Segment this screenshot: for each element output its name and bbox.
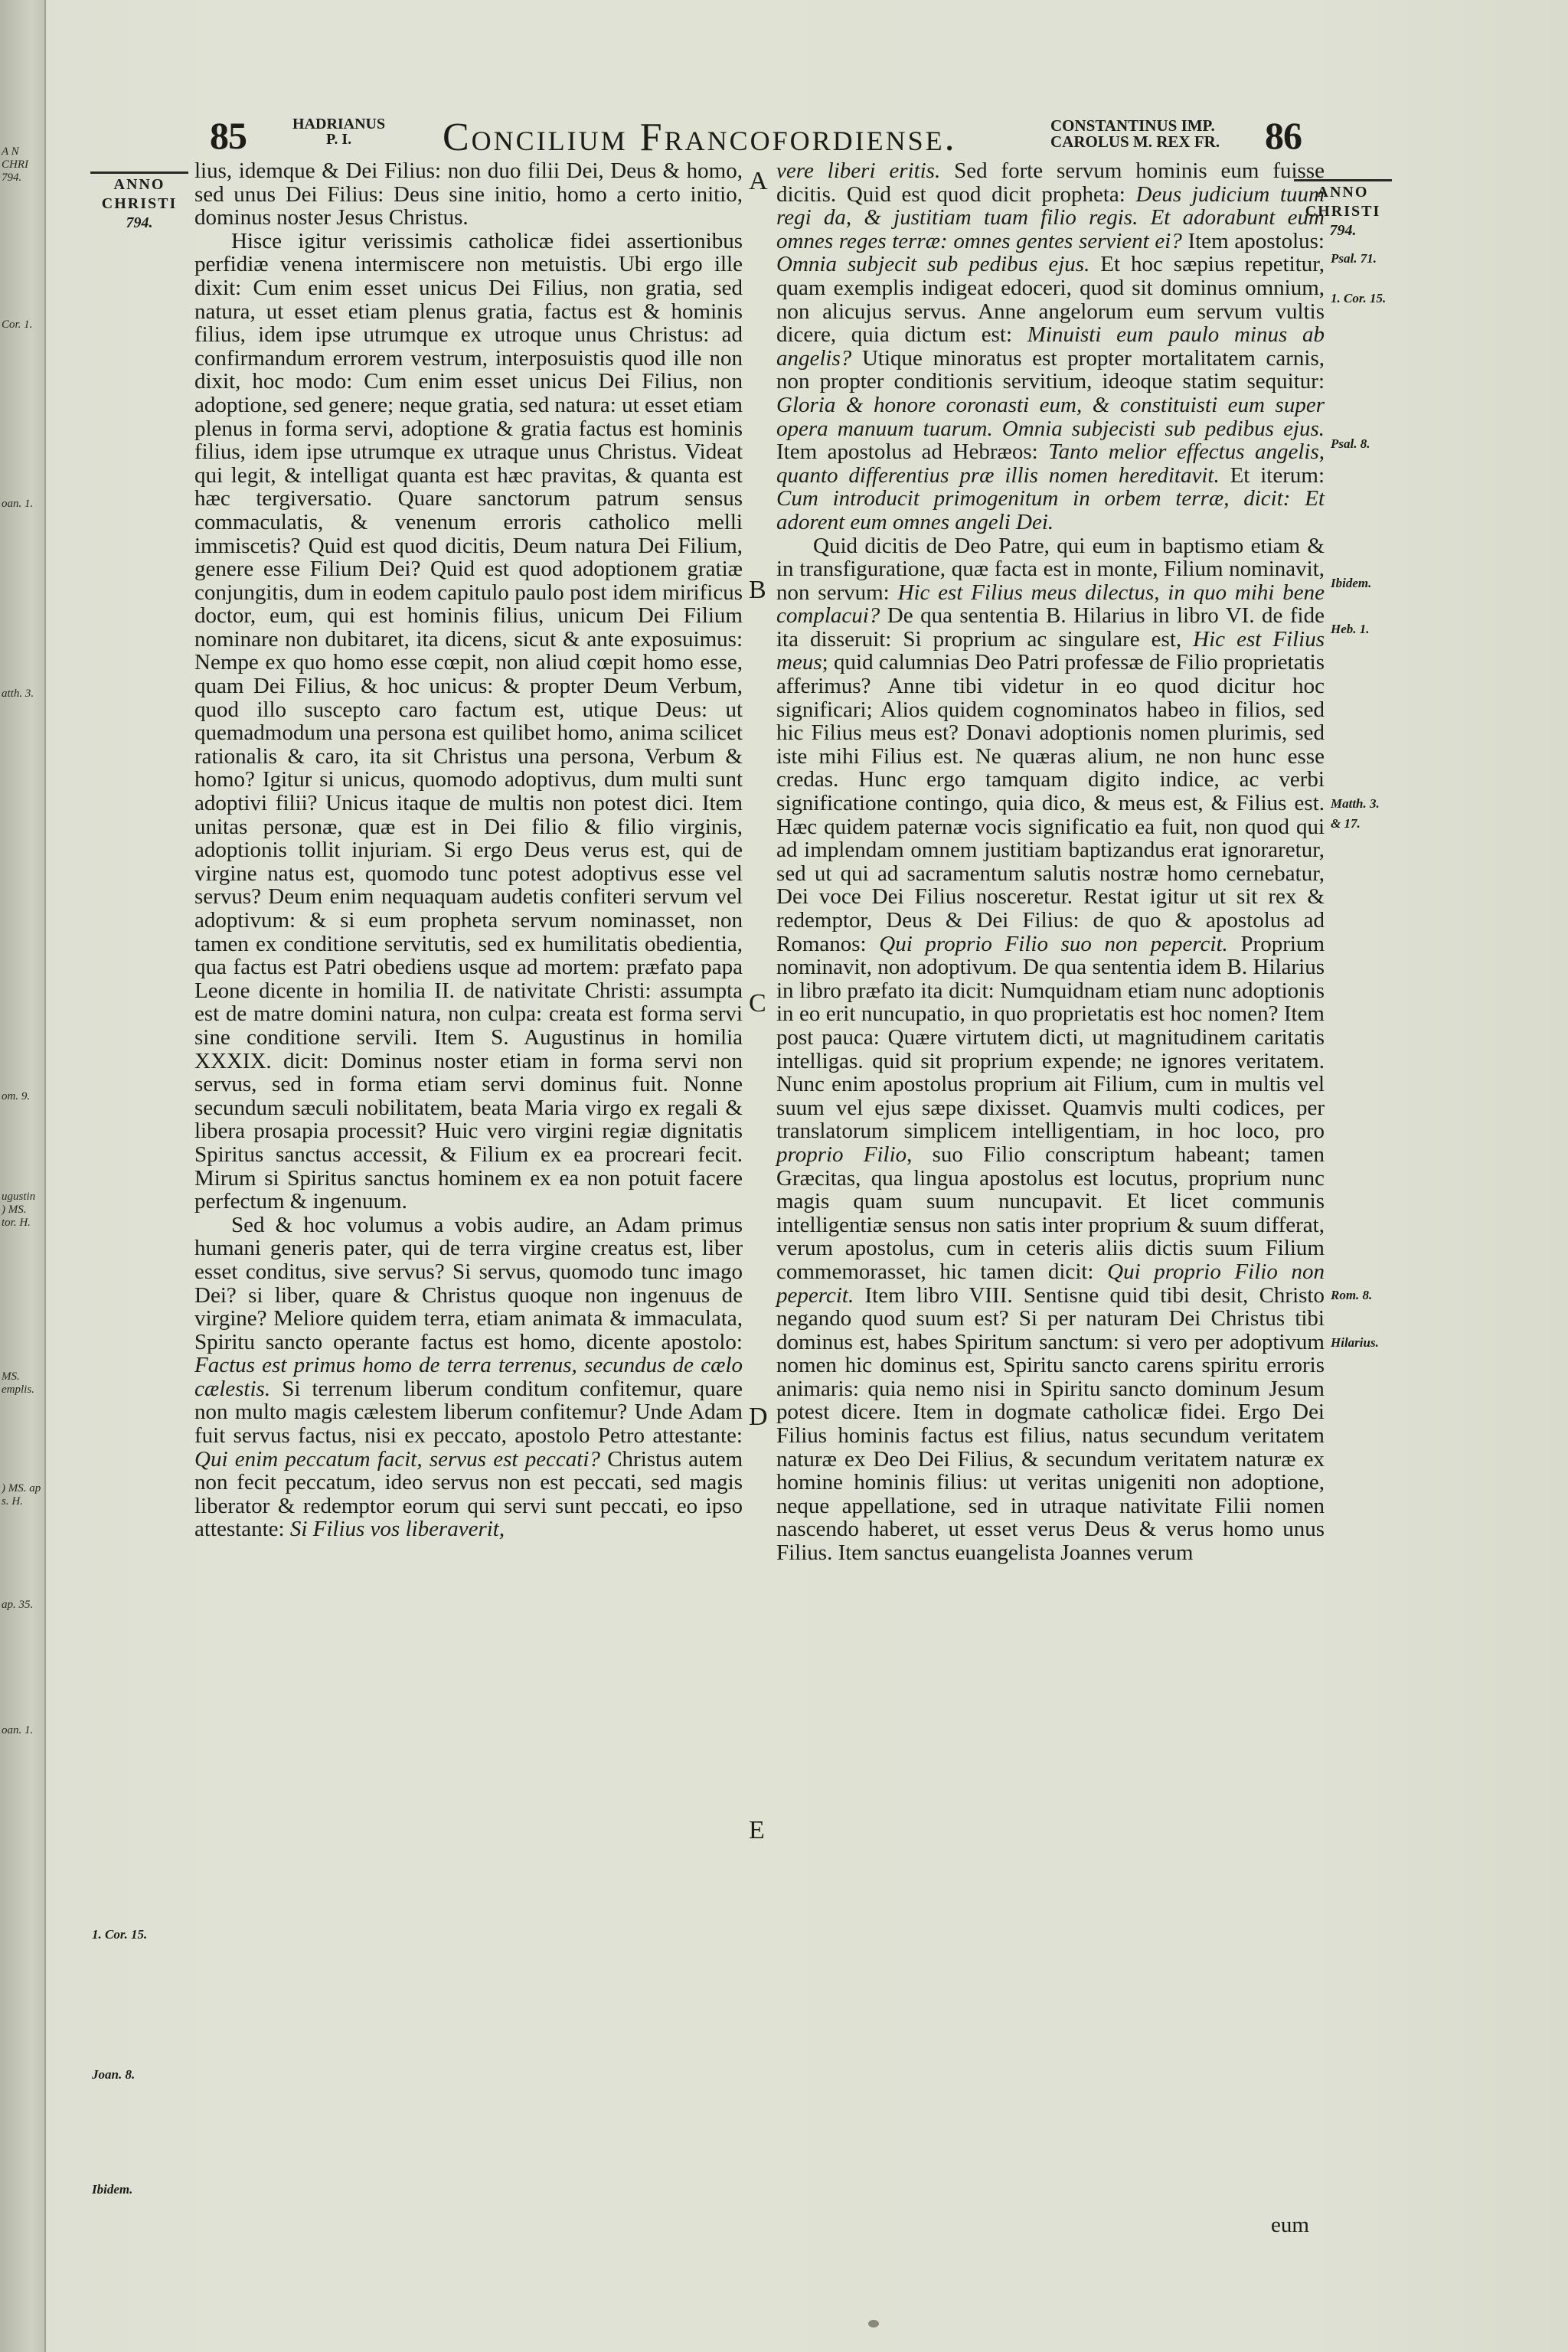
scripture-reference: & 17. [1331,816,1361,831]
section-letter: A [749,167,768,195]
scripture-reference: Hilarius. [1331,1335,1379,1350]
scripture-reference: Matth. 3. [1331,796,1380,811]
right-text-column [776,159,1325,1565]
catchword: eum [1271,2213,1309,2237]
facing-page-note: A N CHRI 794. [2,145,28,184]
scripture-reference: 1. Cor. 15. [92,1927,148,1942]
christi-label: CHRISTI [1305,203,1381,220]
pope-heading: HADRIANUS P. I. [292,116,386,148]
paragraph: lius, idemque & Dei Filius: non duo filii Dei, Deus & homo, sed unus Dei Filius: Deus sine initio, homo a certo initio, dominus noster Jesus Christus. [194,158,743,230]
page-number-left: 85 [210,114,247,157]
anno-year: 794. [1329,222,1357,239]
scripture-reference: Ibidem. [1331,576,1372,590]
paragraph: Sed & hoc volumus a vobis audire, an Adam primus humani generis pater, qui de terra virgine creatus est, liber esset conditus, sive servus? Si servus, quomodo tunc imago Dei? si liber, quare & Christus quoque non ingenuus de virgine? Meliore quidem terra, etiam animata & immaculata, Spiritu sancto operante factus est homo, dicente apostolo: Factus est primus homo de terra terrenus, secundus de cælo cælestis. Si terrenum liberum conditum confitemur, quare non multo magis cælestem liberum confitemur? Unde Adam fuit servus factus, nisi ex peccato, apostolo Petro attestante: Qui enim peccatum facit, servus est peccati? Christus autem non fecit peccatum, ideo servus non est peccati, sed magis liberator & redemptor eorum qui servi sunt peccati, eo ipso attestante: Si Filius vos liberaverit, [194,1212,743,1542]
anno-label: ANNO [113,176,165,193]
scripture-reference: Heb. 1. [1331,622,1370,636]
section-letter: B [749,576,766,604]
paragraph: Hisce igitur verissimis catholicæ fidei assertionibus perfidiæ venena intermiscere non metuistis. Ubi ergo ille dixit: Cum enim esset unicus Dei Filius, non gratia, sed natura, ut esset etiam plenus gratia, factus est & hominis filius, idem ipse utrumque ex utroque unus Christus: ad confirmandum errorem vestrum, interposuistis quod ille non dixit, hoc modo: Cum enim esset unicus Dei Filius, non adoptione, sed genere; neque gratia, sed natura: ut esset etiam plenus in forma servi, adoptione & gratia factus est hominis filius, idem ipse utrumque ex utraque unus Christus. Videat qui legit, & intelligat quanta est hæc pravitas, & quanta est hæc tergiversatio. Quare sanctorum patrum sensus commaculatis, & venenum erroris catholico melli immiscetis? Quid est quod dicitis, Deum natura Dei Filium, genere esse Filium Dei? Quid est quod adoptionem gratiæ conjungitis, dum in eodem capitulo paulo post idem mirificus doctor, eum, qui est hominis filius, unicum Dei Filium nominare non dubitaret, ita dicens, sicut & ante exposuimus: Nempe ex quo homo esse cœpit, non aliud cœpit homo esse, quam Dei Filius, & hoc unicus: & propter Deum Verbum, quod illo suscepto caro factum est, utique Deus: ut quemadmodum una persona est quilibet homo, anima scilicet rationalis & caro, ita sit Christus una persona, Verbum & homo? Igitur si unicus, quomodo adoptivus, dum multi sunt adoptivi filii? Unicus itaque de multis non potest dici. Item unitas personæ, quæ est in Dei filio & filio virginis, adoptionis tollit injuriam. Si ergo Deus verus est, qui de virgine natus est, quomodo tunc potest adoptivus esse vel servus? Deum enim nequaquam audetis confiteri servum vel adoptivum: & si eum propheta servum nominasset, non tamen ex conditione servitutis, sed ex humilitatis obedientia, qua factus est Patri obediens usque ad mortem: præfato papa Leone dicente in homilia II. de nativitate Christi: assumpta est de matre domini natura, non culpa: creata est forma servi sine conditione servili. Item S. Augustinus in homilia XXXIX. dicit: Dominus noster etiam in forma servi non servus, sed in forma etiam servi dominus fuit. Nonne secundum sæculi nobilitatem, beata Maria virgo ex regali & libera prosapia processit? Huic vero virgini regiæ dignitatis Spiritus sanctus accessit, & Filium ex ea procreari fecit. Mirum si Spiritus sanctus hominem ex ea non potuit facere perfectum & ingenuum. [194,228,743,1214]
paragraph: vere liberi eritis. Sed forte servum hominis eum fuisse dicitis. Quid est quod dicit propheta: Deus judicium tuum regi da, & justitiam tuam filio regis. Et adorabunt eum omnes reges terræ: omnes gentes servient ei? Item apostolus: Omnia subjecit sub pedibus ejus. Et hoc sæpius repetitur, quam exemplis indigeat edoceri, quod sit dominus omnium, non alicujus servus. Anne angelorum eum servum vultis dicere, quia dictum est: Minuisti eum paulo minus ab angelis? Utique minoratus est propter mortalitatem carnis, non propter conditionis servitium, ideoque statim sequitur: Gloria & honore coronasti eum, & constituisti eum super opera manuum tuarum. Omnia subjecisti sub pedibus ejus. Item apostolus ad Hebræos: Tanto melior effectus angelis, quanto differentius præ illis nomen hereditavit. Et iterum: Cum introducit primogenitum in orbem terræ, dicit: Et adorent eum omnes angeli Dei. [776,158,1325,534]
scripture-reference: Psal. 71. [1331,251,1377,266]
facing-page-note: ap. 35. [2,1599,34,1611]
page-number-right: 86 [1265,114,1302,157]
facing-page-edge [0,0,46,2352]
paragraph: Quid dicitis de Deo Patre, qui eum in baptismo etiam & in transfiguratione, quæ facta est in monte, Filium nominavit, non servum: Hic est Filius meus dilectus, in quo mihi bene complacui? De qua sententia B. Hilarius in libro VI. de fide ita disseruit: Si proprium ac singulare est, Hic est Filius meus; quid calumnias Deo Patri professæ de Filio proprietatis afferimus? Anne tibi videtur in eo quod dicitur hoc significari; Alios quidem cognominatos habeo in filios, sed hic Filius meus est? Donavi adoptionis nomen plurimis, sed iste mihi Filius est. Ne quæras alium, ne non hunc esse credas. Hunc ergo tamquam digito indice, ac verbi significatione contingo, quia dico, & meus est, & Filius est. Hæc quidem paternæ vocis significatio ea fuit, non quod qui ad implendam omnem justitiam baptizandus erat ignoraretur, sed ut qui ad sacramentum salutis nostræ homo cernebatur, Dei voce Dei Filius nosceretur. Restat igitur ut sit rex & redemptor, Deus & Dei Filius: de quo & apostolus ad Romanos: Qui proprio Filio suo non pepercit. Proprium nominavit, non adoptivum. De qua sententia idem B. Hilarius in libro præfato ita dicit: Numquidnam etiam nunc adoptionis in eo erit nuncupatio, in quo proprietatis est hoc nomen? Item post pauca: Quære virtutem dicti, ut magnitudinem caritatis intelligas. quid sit proprium expende; ne ignores veritatem. Nunc enim apostolus proprium ait Filium, cum in multis vel suum vel ejus sæpe dixisset. Quamvis multi codices, per translatorum simplicem intelligentiam, in hoc loco, pro proprio Filio, suo Filio conscriptum habeant; tamen Græcitas, qua lingua apostolus est locutus, proprium nunc magis quam suum nuncupavit. Et licet communis intelligentiæ sensus non satis inter proprium & suum differat, verum apostolus, cum in ceteris aliis dictis suum Filium commemorasset, hic tamen dicit: Qui proprio Filio non pepercit. Item libro VIII. Sentisne quid tibi desit, Christo negando quod suum est? Si per naturam Dei Christus tibi dominus est, habes Spiritum sanctum: si vero per adoptivum nomen hic dominus est, Spiritu sancto carens spiritu erroris animaris: quia nemo nisi in Spiritu sancto dominum Jesum potest dicere. Item in dogmate catholicæ fidei. Ergo Dei Filius hominis factus est filius, natus secundum veritatem naturæ ex Deo Dei Filius, & secundum veritatem naturæ ex homine hominis filius: ut veritas unigeniti non adoptione, neque appellatione, sed in utraque nativitate Filii nomen nascendo haberet, ut esset verus Deus & verus homo unus Filius. Item sanctus euangelista Joannes verum [776,533,1325,1566]
section-letter: D [749,1403,768,1431]
facing-page-note: ) MS. ap s. H. [2,1482,41,1508]
facing-page-note: atth. 3. [2,688,34,700]
page-ornament [868,2320,879,2328]
facing-page-note: ugustin ) MS. tor. H. [2,1191,36,1229]
scripture-reference: 1. Cor. 15. [1331,291,1387,305]
facing-page-note: oan. 1. [2,1724,34,1736]
christi-label: CHRISTI [101,195,178,212]
section-letter: C [749,989,766,1018]
scripture-reference: Ibidem. [92,2182,133,2197]
anno-label: ANNO [1317,184,1369,201]
emperor-heading: CONSTANTINUS IMP. CAROLUS M. REX FR. [1050,116,1220,151]
anno-year: 794. [126,214,153,231]
page-title: Concilium Francofordiense. [443,116,957,159]
facing-page-note: om. 9. [2,1090,31,1102]
scripture-reference: Joan. 8. [92,2067,136,2082]
facing-page-note: oan. 1. [2,498,34,510]
anno-rule [90,172,188,174]
facing-page-note: Cor. 1. [2,318,33,331]
scripture-reference: Psal. 8. [1331,436,1370,451]
anno-christi-left [90,172,188,233]
section-letter: E [749,1816,765,1844]
left-text-column [194,159,743,1541]
facing-page-note: MS. emplis. [2,1370,34,1396]
scripture-reference: Rom. 8. [1331,1288,1373,1302]
